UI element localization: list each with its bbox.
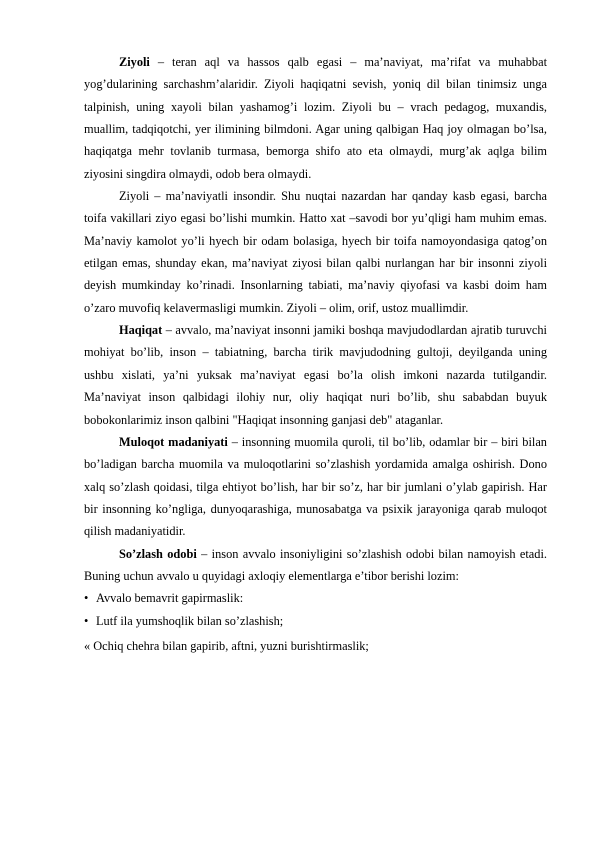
- paragraph-sozlash-odobi: [84, 543, 547, 588]
- paragraph-text: Ziyoli – ma’naviyatli insondir. Shu nuqtai nazardan har qanday kasb egasi, barcha toifa vakillari ziyo egasi bo’lishi mumkin. Hatto xat –savodi bor yu’qligi ham muhim emas. Ma’naviy kamolot yo’li hyech bir odam bolasiga, hyech bir toifa namoyondasiga qatog’on etilgan emas, shunday ekan, ma’naviyat ziyosi bilan qalbi nurlangan har bir insonni ziyoli deyish mumkinday ko’rinadi. Insonlarning tabiati, ma’naviy qiyofasi va kasbi doim ham o’zaro muvofiq kelavermasligi mumkin. Ziyoli – olim, orif, ustoz muallimdir.: [84, 189, 547, 315]
- term-muloqot-madaniyati: Muloqot madaniyati: [119, 434, 228, 449]
- paragraph-text: – teran aql va hassos qalb egasi – ma’naviyat, ma’rifat va muhabbat yog’dularining sarchashm’alaridir. Ziyoli haqiqatni sevish, yoniq dil bilan tinimsiz unga talpinish, uning xayoli bilan yashamog’i lozim. Ziyoli bu – vrach pedagog, muxandis, muallim, tadqiqotchi, yer ilimining bilmdoni. Agar uning qalbigan Haq joy olmagan bo’lsa, haqiqatga mehr tovlanib turmasa, bemorga shifo ato eta olmaydi, murg’ak aqlga bilim ziyosini singdira olmaydi, odob bera olmaydi.: [84, 55, 547, 181]
- bullet-item: [84, 610, 547, 632]
- paragraph-text: – insonning muomila quroli, til bo’lib, odamlar bir – biri bilan bo’ladigan barcha muomila va muloqotlarini so’zlashish yordamida amalga oshirish. Dono xalq so’zlash qoidasi, tilga ehtiyot bo’lish, har bir so’z, har bir jumlani o’ylab gapirish. Har bir insonning ko’ngliga, dunyoqarashiga, munosabatga va psixik jarayoniga qarab muloqot qilish madaniyatidir.: [84, 434, 547, 539]
- document-body: [84, 51, 547, 657]
- bullet-icon: •: [84, 591, 89, 606]
- paragraph-muloqot-madaniyati: [84, 431, 547, 543]
- bullet-item: [84, 587, 547, 609]
- paragraph-ziyoli: [84, 51, 547, 185]
- term-sozlash-odobi: So’zlash odobi: [119, 546, 197, 561]
- bullet-text: Lutf ila yumshoqlik bilan so’zlashish;: [96, 613, 284, 628]
- quote-line: « Ochiq chehra bilan gapirib, aftni, yuzni burishtirmaslik;: [84, 639, 369, 654]
- bullet-text: Avvalo bemavrit gapirmaslik:: [96, 591, 244, 606]
- paragraph-text: – avvalo, ma’naviyat insonni jamiki boshqa mavjudodlardan ajratib turuvchi mohiyat bo’lib, inson – tabiatning, barcha tirik mavjudodning gultoji, deyilganda uning ushbu xislati, ya’ni yuksak ma’naviyat egasi bo’la olish imkoni nazarda tutilgandir. Ma’naviyat inson qalbidagi ilohiy nur, oliy haqiqat nuri bo’lib, shu sababdan buyuk bobokonlarimiz inson qalbini "Haqiqat insonning ganjasi deb" ataganlar.: [84, 323, 547, 427]
- paragraph-text: – inson avvalo insoniyligini so’zlashish odobi bilan namoyish etadi. Buning uchun avvalo u quyidagi axloqiy elementlarga e’tibor berishi lozim:: [84, 546, 547, 583]
- bullet-icon: •: [84, 613, 89, 628]
- paragraph-ziyoli-manaviyat: [84, 185, 547, 319]
- term-ziyoli: Ziyoli: [119, 55, 150, 69]
- term-haqiqat: Haqiqat: [119, 323, 163, 338]
- paragraph-haqiqat: [84, 319, 547, 431]
